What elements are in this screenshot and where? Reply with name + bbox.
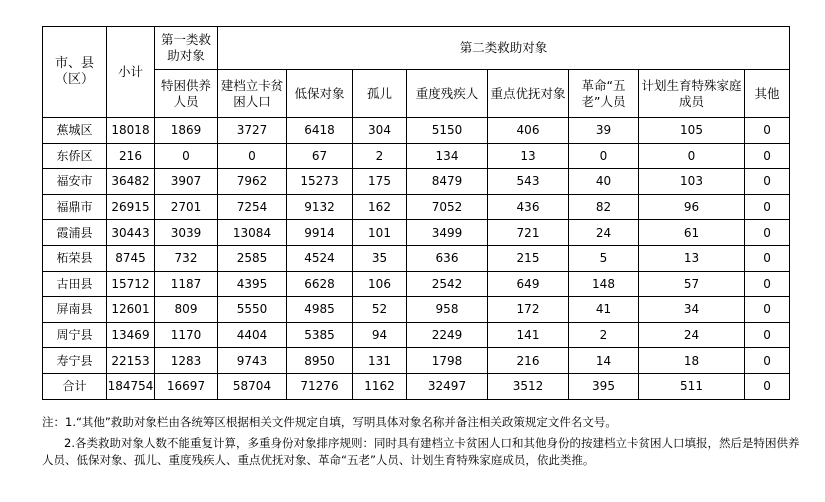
table-cell: 96 xyxy=(639,194,745,220)
row-region-name: 福安市 xyxy=(43,169,107,195)
table-cell: 57 xyxy=(639,271,745,297)
table-cell: 14 xyxy=(569,348,639,374)
table-cell: 39 xyxy=(569,118,639,144)
table-cell: 172 xyxy=(488,297,569,323)
table-cell: 0 xyxy=(745,348,790,374)
row-region-name: 东侨区 xyxy=(43,143,107,169)
table-cell: 4395 xyxy=(218,271,287,297)
table-cell: 8479 xyxy=(407,169,488,195)
table-cell: 4404 xyxy=(218,322,287,348)
table-cell: 52 xyxy=(353,297,407,323)
table-cell: 9132 xyxy=(287,194,353,220)
table-cell: 94 xyxy=(353,322,407,348)
table-cell: 26915 xyxy=(107,194,155,220)
table-cell: 12601 xyxy=(107,297,155,323)
row-region-name: 福鼎市 xyxy=(43,194,107,220)
table-cell: 3499 xyxy=(407,220,488,246)
header-row-columns xyxy=(43,70,790,118)
row-region-name: 柘荣县 xyxy=(43,245,107,271)
table-cell: 58704 xyxy=(218,373,287,399)
table-cell: 809 xyxy=(155,297,218,323)
table-cell: 436 xyxy=(488,194,569,220)
header-col-orphans: 孤儿 xyxy=(353,70,407,118)
table-cell: 13 xyxy=(488,143,569,169)
header-class1-group: 第一类救助对象 xyxy=(155,27,218,70)
table-cell: 105 xyxy=(639,118,745,144)
table-cell: 0 xyxy=(745,118,790,144)
table-cell: 8950 xyxy=(287,348,353,374)
row-region-name: 周宁县 xyxy=(43,322,107,348)
table-cell: 5150 xyxy=(407,118,488,144)
table-cell: 162 xyxy=(353,194,407,220)
header-col-minimum-living: 低保对象 xyxy=(287,70,353,118)
table-cell: 0 xyxy=(569,143,639,169)
table-cell: 103 xyxy=(639,169,745,195)
header-col-special-support: 特困供养人员 xyxy=(155,70,218,118)
table-cell: 0 xyxy=(745,245,790,271)
table-cell: 1283 xyxy=(155,348,218,374)
table-cell: 0 xyxy=(745,220,790,246)
table-cell: 1170 xyxy=(155,322,218,348)
table-cell: 406 xyxy=(488,118,569,144)
header-class2-group: 第二类救助对象 xyxy=(218,27,790,70)
table-cell: 511 xyxy=(639,373,745,399)
table-cell: 7962 xyxy=(218,169,287,195)
table-cell: 32497 xyxy=(407,373,488,399)
table-cell: 0 xyxy=(745,373,790,399)
table-cell: 71276 xyxy=(287,373,353,399)
table-row xyxy=(43,348,790,374)
table-cell: 958 xyxy=(407,297,488,323)
table-cell: 216 xyxy=(488,348,569,374)
table-cell: 0 xyxy=(155,143,218,169)
header-col-severely-disabled: 重度残疾人 xyxy=(407,70,488,118)
relief-statistics-table xyxy=(42,26,790,400)
table-cell: 3512 xyxy=(488,373,569,399)
table-cell: 61 xyxy=(639,220,745,246)
table-cell: 184754 xyxy=(107,373,155,399)
row-region-name: 古田县 xyxy=(43,271,107,297)
table-cell: 18018 xyxy=(107,118,155,144)
row-region-name: 屏南县 xyxy=(43,297,107,323)
table-cell: 18 xyxy=(639,348,745,374)
table-cell: 16697 xyxy=(155,373,218,399)
table-cell: 67 xyxy=(287,143,353,169)
table-cell: 7254 xyxy=(218,194,287,220)
table-cell: 40 xyxy=(569,169,639,195)
table-cell: 13469 xyxy=(107,322,155,348)
table-cell: 543 xyxy=(488,169,569,195)
header-col-registered-poor: 建档立卡贫困人口 xyxy=(218,70,287,118)
table-row xyxy=(43,373,790,399)
table-cell: 732 xyxy=(155,245,218,271)
table-cell: 2 xyxy=(569,322,639,348)
table-cell: 1187 xyxy=(155,271,218,297)
table-cell: 1798 xyxy=(407,348,488,374)
table-cell: 101 xyxy=(353,220,407,246)
row-region-name: 合计 xyxy=(43,373,107,399)
table-cell: 636 xyxy=(407,245,488,271)
table-cell: 2249 xyxy=(407,322,488,348)
table-cell: 131 xyxy=(353,348,407,374)
table-cell: 36482 xyxy=(107,169,155,195)
table-row xyxy=(43,169,790,195)
table-cell: 9743 xyxy=(218,348,287,374)
table-row xyxy=(43,245,790,271)
table-cell: 2585 xyxy=(218,245,287,271)
table-cell: 0 xyxy=(745,143,790,169)
table-cell: 0 xyxy=(639,143,745,169)
table-row xyxy=(43,118,790,144)
table-cell: 3039 xyxy=(155,220,218,246)
table-cell: 0 xyxy=(745,297,790,323)
header-col-family-planning: 计划生育特殊家庭成员 xyxy=(639,70,745,118)
footnote-2: 2.各类救助对象人数不能重复计算，多重身份对象排序规则：同时具有建档立卡贫困人口和其他身份的按建档立卡贫困人口填报，然后是特困供养人员、低保对象、孤儿、重度残疾人、重点优抚对象、革命“五老”人员、计划生育特殊家庭成员，依此类推。 xyxy=(42,436,800,467)
table-cell: 0 xyxy=(745,271,790,297)
row-region-name: 寿宁县 xyxy=(43,348,107,374)
table-cell: 7052 xyxy=(407,194,488,220)
table-cell: 0 xyxy=(745,322,790,348)
table-cell: 8745 xyxy=(107,245,155,271)
table-cell: 9914 xyxy=(287,220,353,246)
table-cell: 4524 xyxy=(287,245,353,271)
table-cell: 175 xyxy=(353,169,407,195)
table-body xyxy=(43,118,790,400)
table-cell: 0 xyxy=(745,169,790,195)
table-row xyxy=(43,297,790,323)
table-cell: 30443 xyxy=(107,220,155,246)
table-cell: 6628 xyxy=(287,271,353,297)
row-region-name: 蕉城区 xyxy=(43,118,107,144)
table-row xyxy=(43,143,790,169)
table-cell: 13 xyxy=(639,245,745,271)
header-col-other: 其他 xyxy=(745,70,790,118)
table-row xyxy=(43,322,790,348)
table-cell: 0 xyxy=(745,194,790,220)
table-cell: 5 xyxy=(569,245,639,271)
footnote-1: 注：1.“其他”救助对象栏由各统筹区根据相关文件规定自填，写明具体对象名称并备注相关政策规定文件名文号。 xyxy=(42,415,617,429)
header-col-revolution-veterans: 革命“五老”人员 xyxy=(569,70,639,118)
table-cell: 2701 xyxy=(155,194,218,220)
table-cell: 3907 xyxy=(155,169,218,195)
header-row-groups xyxy=(43,27,790,70)
footnotes xyxy=(42,414,802,469)
table-cell: 13084 xyxy=(218,220,287,246)
table-cell: 22153 xyxy=(107,348,155,374)
table-row xyxy=(43,194,790,220)
row-region-name: 霞浦县 xyxy=(43,220,107,246)
table-cell: 1162 xyxy=(353,373,407,399)
table-cell: 215 xyxy=(488,245,569,271)
table-cell: 1869 xyxy=(155,118,218,144)
header-subtotal: 小计 xyxy=(107,27,155,118)
table-cell: 148 xyxy=(569,271,639,297)
table-cell: 141 xyxy=(488,322,569,348)
table-cell: 15712 xyxy=(107,271,155,297)
table-cell: 2 xyxy=(353,143,407,169)
header-col-key-entitled: 重点优抚对象 xyxy=(488,70,569,118)
table-cell: 304 xyxy=(353,118,407,144)
table-cell: 216 xyxy=(107,143,155,169)
header-region: 市、县（区） xyxy=(43,27,107,118)
table-cell: 5550 xyxy=(218,297,287,323)
table-cell: 2542 xyxy=(407,271,488,297)
table-cell: 41 xyxy=(569,297,639,323)
table-cell: 34 xyxy=(639,297,745,323)
table-row xyxy=(43,271,790,297)
table-cell: 35 xyxy=(353,245,407,271)
table-cell: 3727 xyxy=(218,118,287,144)
table-cell: 24 xyxy=(639,322,745,348)
table-cell: 24 xyxy=(569,220,639,246)
table-cell: 649 xyxy=(488,271,569,297)
table-cell: 721 xyxy=(488,220,569,246)
table-row xyxy=(43,220,790,246)
table-cell: 0 xyxy=(218,143,287,169)
table-cell: 395 xyxy=(569,373,639,399)
table-cell: 6418 xyxy=(287,118,353,144)
table-cell: 4985 xyxy=(287,297,353,323)
table-cell: 134 xyxy=(407,143,488,169)
table-cell: 5385 xyxy=(287,322,353,348)
table-cell: 106 xyxy=(353,271,407,297)
table-cell: 15273 xyxy=(287,169,353,195)
table-cell: 82 xyxy=(569,194,639,220)
